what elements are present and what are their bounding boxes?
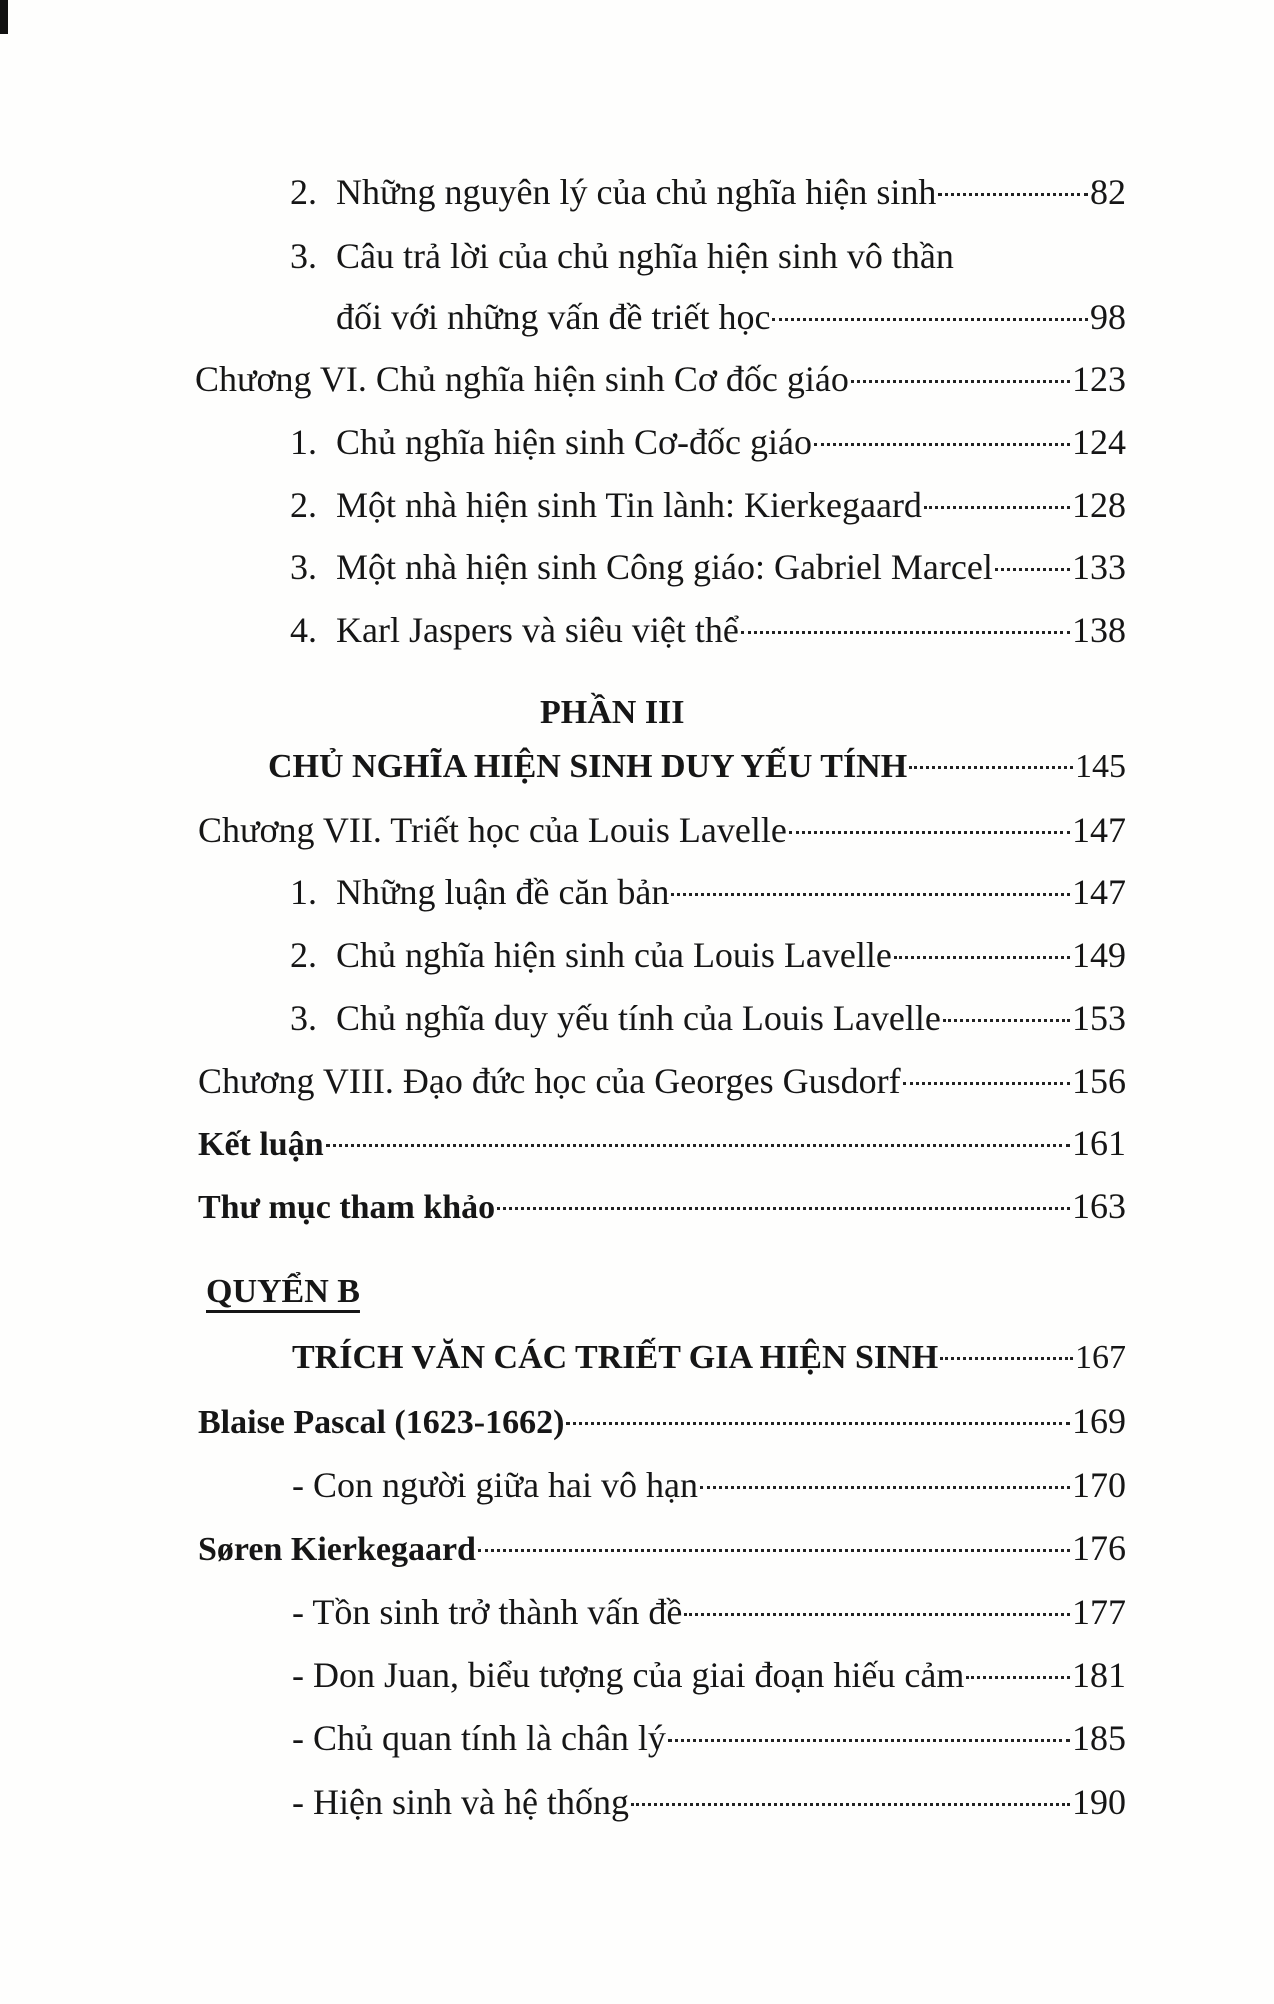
- entry-title: - Tồn sinh trở thành vấn đề: [292, 1592, 683, 1632]
- dot-leader: [940, 1357, 1073, 1360]
- entry-page-number: 153: [1072, 998, 1126, 1038]
- entry-page-number: 124: [1072, 422, 1126, 462]
- toc-chapter-entry: [195, 354, 1126, 404]
- toc-entry: [290, 417, 1126, 467]
- dot-leader: [995, 568, 1070, 571]
- dot-leader: [924, 506, 1070, 509]
- dot-leader: [966, 1676, 1070, 1679]
- entry-page-number: 147: [1072, 810, 1126, 850]
- entry-number: 4.: [290, 610, 317, 650]
- entry-number: 3.: [290, 236, 317, 276]
- entry-page-number: 138: [1072, 610, 1126, 650]
- entry-page-number: 163: [1072, 1186, 1126, 1226]
- entry-title: Chủ nghĩa hiện sinh Cơ-đốc giáo: [336, 422, 812, 462]
- dot-leader: [909, 766, 1073, 769]
- dot-leader: [566, 1422, 1070, 1425]
- entry-title: - Hiện sinh và hệ thống: [292, 1782, 629, 1822]
- part-heading: PHẦN III: [540, 694, 685, 731]
- entry-title: Chương VII. Triết học của Louis Lavelle: [198, 810, 787, 850]
- entry-page-number: 170: [1072, 1465, 1126, 1505]
- toc-entry: [290, 480, 1126, 530]
- toc-author-entry: [198, 1396, 1126, 1446]
- toc-chapter-entry: [198, 1056, 1126, 1106]
- toc-entry: [292, 1713, 1126, 1763]
- entry-title: - Don Juan, biểu tượng của giai đoạn hiếu cảm: [292, 1655, 965, 1695]
- toc-entry: [290, 605, 1126, 655]
- dot-leader: [894, 956, 1070, 959]
- toc-entry: [292, 1460, 1126, 1510]
- entry-title: Karl Jaspers và siêu việt thể: [336, 610, 739, 650]
- entry-title: - Con người giữa hai vô hạn: [292, 1465, 699, 1505]
- entry-page-number: 190: [1072, 1782, 1126, 1822]
- entry-title: Một nhà hiện sinh Công giáo: Gabriel Marcel: [336, 547, 993, 587]
- entry-page-number: 177: [1072, 1592, 1126, 1632]
- entry-number: 2.: [290, 935, 317, 975]
- entry-title: Kết luận: [198, 1126, 324, 1163]
- dot-leader: [903, 1082, 1070, 1085]
- toc-chapter-entry: [198, 805, 1126, 855]
- entry-title-line-2: đối với những vấn đề triết học: [336, 297, 771, 337]
- entry-page-number: 82: [1090, 172, 1126, 212]
- entry-title: Những nguyên lý của chủ nghĩa hiện sinh: [336, 172, 937, 212]
- dot-leader: [700, 1486, 1070, 1489]
- entry-title: Những luận đề căn bản: [336, 872, 670, 912]
- toc-part-entry: [268, 742, 1126, 792]
- toc-entry: [290, 930, 1126, 980]
- entry-number: 1.: [290, 422, 317, 462]
- toc-entry: [290, 867, 1126, 917]
- entry-number: 3.: [290, 998, 317, 1038]
- book-heading: QUYỂN B: [206, 1273, 360, 1310]
- entry-title: CHỦ NGHĨA HIỆN SINH DUY YẾU TÍNH: [268, 748, 908, 785]
- entry-page-number: 176: [1072, 1528, 1126, 1568]
- toc-entry: [292, 1777, 1126, 1827]
- entry-page-number: 185: [1072, 1718, 1126, 1758]
- entry-page-number: 149: [1072, 935, 1126, 975]
- toc-section-entry: [198, 1181, 1126, 1231]
- dot-leader: [789, 831, 1070, 834]
- entry-title: Một nhà hiện sinh Tin lành: Kierkegaard: [336, 485, 922, 525]
- toc-entry: [336, 292, 1126, 342]
- toc-entry: [290, 993, 1126, 1043]
- page-edge-mark: [0, 0, 8, 34]
- toc-entry: [292, 1587, 1126, 1637]
- dot-leader: [668, 1739, 1070, 1742]
- dot-leader: [814, 443, 1070, 446]
- toc-author-entry: [198, 1523, 1126, 1573]
- entry-title: Blaise Pascal (1623-1662): [198, 1404, 565, 1441]
- dot-leader: [772, 318, 1088, 321]
- toc-entry: [290, 167, 1126, 217]
- entry-title: TRÍCH VĂN CÁC TRIẾT GIA HIỆN SINH: [292, 1339, 939, 1376]
- toc-entry: [292, 1650, 1126, 1700]
- entry-title: Chương VI. Chủ nghĩa hiện sinh Cơ đốc giáo: [195, 359, 849, 399]
- dot-leader: [741, 631, 1070, 634]
- entry-page-number: 181: [1072, 1655, 1126, 1695]
- entry-page-number: 169: [1072, 1401, 1126, 1441]
- dot-leader: [684, 1613, 1070, 1616]
- entry-page-number: 167: [1075, 1339, 1126, 1376]
- entry-page-number: 161: [1072, 1123, 1126, 1163]
- toc-entry: [290, 542, 1126, 592]
- entry-number: 1.: [290, 872, 317, 912]
- dot-leader: [326, 1144, 1070, 1147]
- entry-title: Chương VIII. Đạo đức học của Georges Gusdorf: [198, 1061, 901, 1101]
- entry-page-number: 147: [1072, 872, 1126, 912]
- dot-leader: [938, 193, 1088, 196]
- entry-page-number: 128: [1072, 485, 1126, 525]
- dot-leader: [631, 1803, 1070, 1806]
- entry-title: - Chủ quan tính là chân lý: [292, 1718, 666, 1758]
- entry-page-number: 98: [1090, 297, 1126, 337]
- toc-section-entry: [198, 1118, 1126, 1168]
- entry-title: Chủ nghĩa hiện sinh của Louis Lavelle: [336, 935, 892, 975]
- entry-page-number: 145: [1075, 748, 1126, 785]
- dot-leader: [671, 893, 1070, 896]
- entry-title: Søren Kierkegaard: [198, 1531, 476, 1568]
- dot-leader: [497, 1207, 1070, 1210]
- entry-number: 2.: [290, 485, 317, 525]
- dot-leader: [851, 380, 1070, 383]
- entry-page-number: 133: [1072, 547, 1126, 587]
- toc-entry-first-line: [290, 231, 954, 281]
- entry-title: Chủ nghĩa duy yếu tính của Louis Lavelle: [336, 998, 941, 1038]
- entry-page-number: 156: [1072, 1061, 1126, 1101]
- toc-part-entry: [292, 1333, 1126, 1383]
- dot-leader: [943, 1019, 1070, 1022]
- entry-number: 2.: [290, 172, 317, 212]
- entry-title-line-1: Câu trả lời của chủ nghĩa hiện sinh vô thần: [336, 236, 954, 276]
- entry-number: 3.: [290, 547, 317, 587]
- entry-title: Thư mục tham khảo: [198, 1189, 496, 1226]
- dot-leader: [478, 1549, 1070, 1552]
- entry-page-number: 123: [1072, 359, 1126, 399]
